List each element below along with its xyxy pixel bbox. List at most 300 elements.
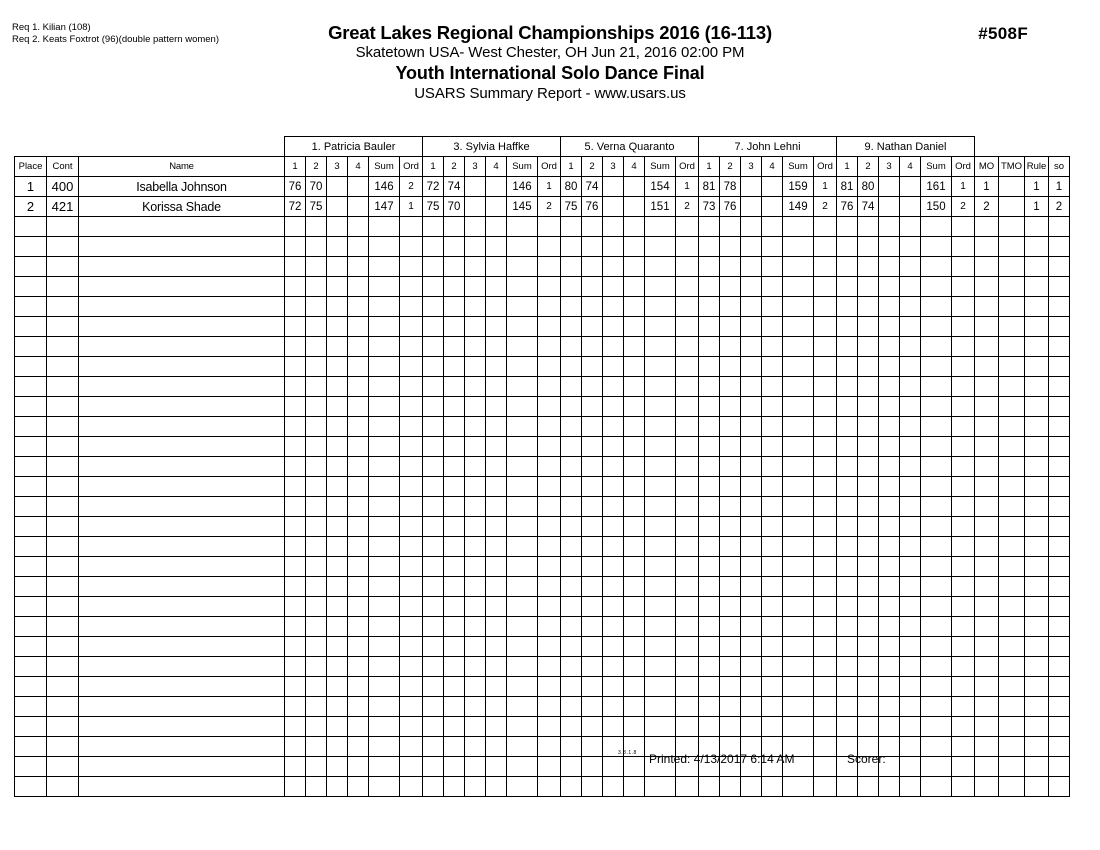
cell-score bbox=[879, 537, 900, 557]
cell-score bbox=[900, 257, 921, 277]
cell-so bbox=[1049, 297, 1070, 317]
cell-score bbox=[327, 657, 348, 677]
cell-ord bbox=[676, 437, 699, 457]
cell-sum bbox=[369, 757, 400, 777]
cell-score bbox=[603, 657, 624, 677]
scorer-label: Scorer: bbox=[847, 752, 886, 766]
cell-score bbox=[624, 517, 645, 537]
cell-tmo bbox=[999, 417, 1025, 437]
cell-score bbox=[561, 397, 582, 417]
cell-ord bbox=[676, 477, 699, 497]
cell-score bbox=[741, 377, 762, 397]
cell-j5-s3 bbox=[603, 177, 624, 197]
cell-ord bbox=[676, 277, 699, 297]
cell-so bbox=[1049, 557, 1070, 577]
cell-sum bbox=[369, 777, 400, 797]
cell-score bbox=[285, 357, 306, 377]
cell-score bbox=[285, 677, 306, 697]
cell-score bbox=[423, 517, 444, 537]
cell-ord bbox=[676, 357, 699, 377]
cell-score bbox=[837, 717, 858, 737]
cell-score bbox=[306, 537, 327, 557]
cell-mo bbox=[975, 217, 999, 237]
cell-score bbox=[699, 677, 720, 697]
cell-score bbox=[879, 337, 900, 357]
cell-score bbox=[423, 557, 444, 577]
cell-score bbox=[582, 357, 603, 377]
table-row-empty bbox=[15, 417, 1070, 437]
cell-cont bbox=[47, 617, 79, 637]
header-name: Name bbox=[79, 157, 285, 177]
cell-tmo bbox=[999, 737, 1025, 757]
cell-score bbox=[582, 457, 603, 477]
cell-ord bbox=[538, 637, 561, 657]
cell-score bbox=[561, 657, 582, 677]
cell-score bbox=[444, 237, 465, 257]
cell-ord bbox=[952, 657, 975, 677]
cell-so bbox=[1049, 397, 1070, 417]
cell-score bbox=[285, 237, 306, 257]
cell-ord bbox=[676, 517, 699, 537]
cell-rule: 1 bbox=[1025, 197, 1049, 217]
header-j9-s1: 1 bbox=[837, 157, 858, 177]
cell-score bbox=[762, 337, 783, 357]
table-row-empty bbox=[15, 377, 1070, 397]
cell-score bbox=[285, 437, 306, 457]
cell-score bbox=[444, 557, 465, 577]
cell-sum bbox=[645, 497, 676, 517]
cell-so: 2 bbox=[1049, 197, 1070, 217]
cell-score bbox=[561, 637, 582, 657]
cell-score bbox=[879, 257, 900, 277]
cell-j9-sum: 150 bbox=[921, 197, 952, 217]
cell-sum bbox=[645, 317, 676, 337]
cell-score bbox=[900, 777, 921, 797]
cell-score bbox=[306, 337, 327, 357]
cell-score bbox=[879, 397, 900, 417]
cell-ord bbox=[400, 237, 423, 257]
cell-score bbox=[444, 657, 465, 677]
cell-sum bbox=[507, 277, 538, 297]
cell-score bbox=[699, 317, 720, 337]
cell-score bbox=[762, 297, 783, 317]
cell-mo bbox=[975, 357, 999, 377]
cell-score bbox=[762, 517, 783, 537]
cell-sum bbox=[645, 557, 676, 577]
cell-score bbox=[741, 317, 762, 337]
header-j7-s3: 3 bbox=[741, 157, 762, 177]
judge-name-7: 7. John Lehni bbox=[699, 137, 837, 157]
cell-j3-s4 bbox=[486, 197, 507, 217]
cell-score bbox=[327, 617, 348, 637]
cell-score bbox=[465, 637, 486, 657]
cell-score bbox=[837, 537, 858, 557]
cell-sum bbox=[507, 377, 538, 397]
cell-sum bbox=[645, 657, 676, 677]
cell-score bbox=[699, 557, 720, 577]
cell-sum bbox=[369, 697, 400, 717]
cell-j7-ord: 2 bbox=[814, 197, 837, 217]
cell-score bbox=[837, 417, 858, 437]
cell-score bbox=[285, 477, 306, 497]
cell-place bbox=[15, 537, 47, 557]
cell-score bbox=[603, 777, 624, 797]
cell-sum bbox=[369, 537, 400, 557]
table-row-empty bbox=[15, 277, 1070, 297]
cell-score bbox=[624, 757, 645, 777]
cell-score bbox=[624, 637, 645, 657]
header-j1-sum: Sum bbox=[369, 157, 400, 177]
cell-score bbox=[837, 577, 858, 597]
cell-score bbox=[741, 437, 762, 457]
cell-score bbox=[762, 577, 783, 597]
cell-sum bbox=[369, 737, 400, 757]
cell-name bbox=[79, 477, 285, 497]
cell-place bbox=[15, 317, 47, 337]
cell-name bbox=[79, 297, 285, 317]
cell-tmo bbox=[999, 197, 1025, 217]
cell-ord bbox=[400, 737, 423, 757]
cell-score bbox=[624, 377, 645, 397]
event-title: Youth International Solo Dance Final bbox=[395, 63, 705, 83]
cell-so bbox=[1049, 217, 1070, 237]
cell-tmo bbox=[999, 517, 1025, 537]
cell-score bbox=[837, 277, 858, 297]
cell-score bbox=[762, 417, 783, 437]
cell-score bbox=[858, 537, 879, 557]
cell-score bbox=[465, 497, 486, 517]
cell-place bbox=[15, 677, 47, 697]
cell-score bbox=[348, 737, 369, 757]
cell-place bbox=[15, 237, 47, 257]
cell-tmo bbox=[999, 677, 1025, 697]
cell-so bbox=[1049, 337, 1070, 357]
cell-score bbox=[720, 317, 741, 337]
cell-score bbox=[858, 397, 879, 417]
cell-score bbox=[423, 777, 444, 797]
cell-score bbox=[624, 217, 645, 237]
header-j9-s3: 3 bbox=[879, 157, 900, 177]
cell-place bbox=[15, 557, 47, 577]
cell-score bbox=[879, 597, 900, 617]
cell-sum bbox=[783, 717, 814, 737]
cell-score bbox=[603, 417, 624, 437]
cell-score bbox=[858, 297, 879, 317]
cell-score bbox=[306, 437, 327, 457]
cell-sum bbox=[369, 597, 400, 617]
cell-score bbox=[486, 377, 507, 397]
cell-name bbox=[79, 537, 285, 557]
cell-sum bbox=[645, 297, 676, 317]
cell-ord bbox=[400, 637, 423, 657]
cell-score bbox=[285, 517, 306, 537]
cell-score bbox=[879, 217, 900, 237]
cell-score bbox=[486, 657, 507, 677]
cell-ord bbox=[676, 717, 699, 737]
header-cont: Cont bbox=[47, 157, 79, 177]
table-row-empty bbox=[15, 537, 1070, 557]
cell-score bbox=[423, 457, 444, 477]
cell-place bbox=[15, 757, 47, 777]
cell-score bbox=[444, 757, 465, 777]
cell-score bbox=[900, 337, 921, 357]
cell-j1-s4 bbox=[348, 197, 369, 217]
cell-rule bbox=[1025, 437, 1049, 457]
cell-sum bbox=[921, 417, 952, 437]
cell-ord bbox=[400, 657, 423, 677]
score-table bbox=[14, 136, 1070, 797]
cell-score bbox=[486, 637, 507, 657]
cell-score bbox=[858, 437, 879, 457]
cell-name bbox=[79, 677, 285, 697]
cell-tmo bbox=[999, 637, 1025, 657]
header-rule: Rule bbox=[1025, 157, 1049, 177]
cell-j1-s1: 76 bbox=[285, 177, 306, 197]
cell-sum bbox=[369, 217, 400, 237]
cell-sum bbox=[645, 617, 676, 637]
cell-sum bbox=[921, 237, 952, 257]
cell-ord bbox=[814, 557, 837, 577]
cell-cont bbox=[47, 477, 79, 497]
cell-score bbox=[285, 497, 306, 517]
header-j5-s1: 1 bbox=[561, 157, 582, 177]
cell-tmo bbox=[999, 437, 1025, 457]
header-j5-sum: Sum bbox=[645, 157, 676, 177]
cell-ord bbox=[400, 337, 423, 357]
cell-score bbox=[879, 277, 900, 297]
cell-score bbox=[603, 697, 624, 717]
cell-score bbox=[327, 317, 348, 337]
header-so: so bbox=[1049, 157, 1070, 177]
cell-score bbox=[486, 537, 507, 557]
cell-ord bbox=[952, 597, 975, 617]
cell-tmo bbox=[999, 237, 1025, 257]
cell-score bbox=[720, 697, 741, 717]
cell-score bbox=[465, 417, 486, 437]
cell-sum bbox=[645, 717, 676, 737]
cell-score bbox=[624, 277, 645, 297]
cell-score bbox=[423, 497, 444, 517]
cell-sum bbox=[507, 777, 538, 797]
cell-ord bbox=[676, 537, 699, 557]
cell-score bbox=[348, 537, 369, 557]
cell-tmo bbox=[999, 277, 1025, 297]
cell-score bbox=[603, 717, 624, 737]
cell-score bbox=[306, 697, 327, 717]
cell-rule bbox=[1025, 617, 1049, 637]
cell-j5-s4 bbox=[624, 177, 645, 197]
cell-sum bbox=[507, 517, 538, 537]
cell-score bbox=[720, 217, 741, 237]
cell-score bbox=[327, 537, 348, 557]
cell-score bbox=[306, 257, 327, 277]
cell-score bbox=[837, 617, 858, 637]
cell-score bbox=[465, 477, 486, 497]
cell-j5-ord: 1 bbox=[676, 177, 699, 197]
cell-score bbox=[327, 497, 348, 517]
cell-sum bbox=[369, 397, 400, 417]
table-row-empty bbox=[15, 717, 1070, 737]
cell-sum bbox=[645, 457, 676, 477]
cell-place bbox=[15, 377, 47, 397]
cell-cont bbox=[47, 677, 79, 697]
cell-score bbox=[465, 577, 486, 597]
cell-so bbox=[1049, 757, 1070, 777]
cell-score bbox=[465, 517, 486, 537]
cell-score bbox=[603, 317, 624, 337]
cell-score bbox=[486, 757, 507, 777]
cell-score bbox=[285, 577, 306, 597]
cell-cont bbox=[47, 517, 79, 537]
cell-name: Isabella Johnson bbox=[79, 177, 285, 197]
cell-ord bbox=[952, 517, 975, 537]
cell-score bbox=[444, 637, 465, 657]
cell-so bbox=[1049, 597, 1070, 617]
header-j7-s2: 2 bbox=[720, 157, 741, 177]
cell-ord bbox=[814, 237, 837, 257]
cell-score bbox=[582, 637, 603, 657]
cell-score bbox=[423, 537, 444, 557]
cell-score bbox=[762, 377, 783, 397]
cell-score bbox=[603, 457, 624, 477]
cell-ord bbox=[676, 237, 699, 257]
cell-score bbox=[699, 437, 720, 457]
cell-tmo bbox=[999, 337, 1025, 357]
cell-score bbox=[858, 417, 879, 437]
cell-score bbox=[762, 237, 783, 257]
cell-score bbox=[720, 597, 741, 617]
cell-sum bbox=[645, 777, 676, 797]
cell-ord bbox=[676, 697, 699, 717]
cell-score bbox=[762, 217, 783, 237]
cell-score bbox=[582, 757, 603, 777]
cell-score bbox=[561, 317, 582, 337]
cell-sum bbox=[369, 377, 400, 397]
cell-rule bbox=[1025, 637, 1049, 657]
cell-j3-s4 bbox=[486, 177, 507, 197]
cell-score bbox=[582, 257, 603, 277]
cell-score bbox=[582, 237, 603, 257]
cell-place bbox=[15, 457, 47, 477]
cell-score bbox=[306, 717, 327, 737]
cell-score bbox=[741, 417, 762, 437]
cell-sum bbox=[783, 777, 814, 797]
cell-j7-sum: 149 bbox=[783, 197, 814, 217]
cell-sum bbox=[921, 537, 952, 557]
cell-score bbox=[837, 337, 858, 357]
cell-name bbox=[79, 437, 285, 457]
cell-j5-sum: 154 bbox=[645, 177, 676, 197]
cell-score bbox=[624, 617, 645, 637]
cell-score bbox=[423, 257, 444, 277]
cell-score bbox=[624, 357, 645, 377]
cell-score bbox=[900, 697, 921, 717]
cell-score bbox=[762, 637, 783, 657]
cell-ord bbox=[952, 497, 975, 517]
cell-score bbox=[879, 577, 900, 597]
cell-score bbox=[762, 437, 783, 457]
cell-ord bbox=[538, 357, 561, 377]
cell-score bbox=[444, 517, 465, 537]
cell-score bbox=[306, 357, 327, 377]
cell-score bbox=[879, 717, 900, 737]
cell-j7-s3 bbox=[741, 197, 762, 217]
cell-ord bbox=[952, 337, 975, 357]
cell-score bbox=[741, 217, 762, 237]
cell-score bbox=[465, 697, 486, 717]
header-j3-s4: 4 bbox=[486, 157, 507, 177]
header-j7-sum: Sum bbox=[783, 157, 814, 177]
cell-score bbox=[486, 477, 507, 497]
cell-score bbox=[285, 757, 306, 777]
cell-sum bbox=[921, 477, 952, 497]
cell-ord bbox=[814, 437, 837, 457]
cell-rule bbox=[1025, 377, 1049, 397]
cell-score bbox=[423, 597, 444, 617]
cell-score bbox=[900, 717, 921, 737]
cell-j9-s3 bbox=[879, 177, 900, 197]
cell-score bbox=[444, 537, 465, 557]
cell-score bbox=[624, 257, 645, 277]
cell-ord bbox=[538, 697, 561, 717]
cell-so bbox=[1049, 437, 1070, 457]
cell-score bbox=[582, 217, 603, 237]
cell-ord bbox=[676, 217, 699, 237]
cell-score bbox=[858, 697, 879, 717]
cell-ord bbox=[952, 637, 975, 657]
cell-rule bbox=[1025, 557, 1049, 577]
cell-score bbox=[741, 537, 762, 557]
cell-score bbox=[582, 377, 603, 397]
cell-sum bbox=[369, 617, 400, 637]
cell-score bbox=[603, 757, 624, 777]
cell-ord bbox=[676, 777, 699, 797]
cell-rule bbox=[1025, 257, 1049, 277]
cell-sum bbox=[783, 237, 814, 257]
cell-score bbox=[582, 737, 603, 757]
cell-score bbox=[561, 437, 582, 457]
cell-j3-s3 bbox=[465, 197, 486, 217]
cell-score bbox=[837, 437, 858, 457]
spacer-cell bbox=[79, 137, 285, 157]
cell-ord bbox=[400, 397, 423, 417]
cell-rule bbox=[1025, 317, 1049, 337]
cell-score bbox=[603, 477, 624, 497]
cell-cont bbox=[47, 217, 79, 237]
cell-sum bbox=[921, 777, 952, 797]
cell-score bbox=[837, 517, 858, 537]
cell-ord bbox=[814, 457, 837, 477]
cell-ord bbox=[538, 337, 561, 357]
cell-score bbox=[879, 297, 900, 317]
table-row-empty bbox=[15, 617, 1070, 637]
cell-sum bbox=[783, 417, 814, 437]
cell-score bbox=[465, 677, 486, 697]
cell-score bbox=[879, 477, 900, 497]
cell-score bbox=[285, 277, 306, 297]
cell-score bbox=[465, 597, 486, 617]
cell-score bbox=[582, 657, 603, 677]
cell-so bbox=[1049, 237, 1070, 257]
cell-score bbox=[624, 417, 645, 437]
cell-score bbox=[465, 357, 486, 377]
cell-name bbox=[79, 377, 285, 397]
cell-sum bbox=[507, 637, 538, 657]
cell-score bbox=[582, 477, 603, 497]
cell-score bbox=[900, 277, 921, 297]
cell-score bbox=[306, 557, 327, 577]
cell-score bbox=[900, 677, 921, 697]
